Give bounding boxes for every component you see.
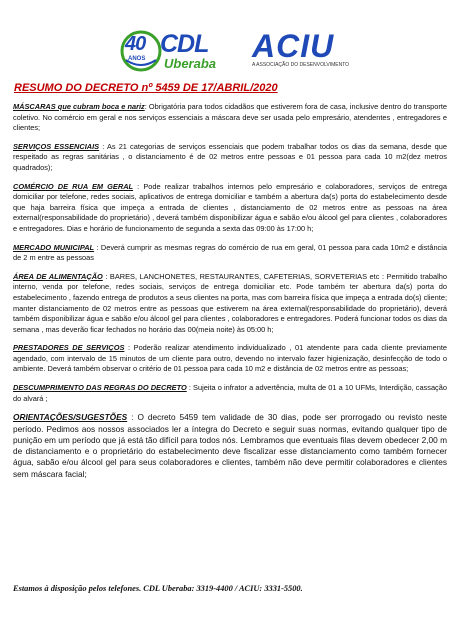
section-heading: MERCADO MUNICIPAL <box>13 242 95 252</box>
section-heading: DESCUMPRIMENTO DAS REGRAS DO DECRETO <box>13 383 187 393</box>
cdl-city: Uberaba <box>164 56 217 71</box>
section-area-de-alimentacao: ÁREA DE ALIMENTAÇÃO : BARES, LANCHONETES, RESTAURANTES, CAFETERIAS, SORVETERIAS etc : Permitido trabalho interno, venda por telefone, redes sociais, serviços de entrega domiciliar etc. Pode também ter abertura da(s) porta do estabelecimento , fazendo entrega de produtos a seus clientes na porta, mas com barreira física que impeça a entrada do(s) cliente; manter distanciamento de 02 metros entre as pessoas que estiverem na área external(responsabilidade do proprietário), deverá também disponibilizar água e sabão e/ou álcool gel para clientes , colaboradores e entregadores. Poderá funcionar todos os dias da semana , mas deverão ficar fechados no horário das 00(meia noite) às 05:00 h; <box>13 271 447 334</box>
footer-contacts: Estamos à disposição pelos telefones. CDL Uberaba: 3319-4400 / ACIU: 3331-5500. <box>13 584 303 593</box>
section-heading: ÁREA DE ALIMENTAÇÃO <box>13 271 103 281</box>
section-servicos-essenciais: SERVIÇOS ESSENCIAIS : As 21 categorias de serviços essenciais que podem trabalhar todos os dias da semana, desde que respeitado as regras sanitárias , o distanciamento é de 02 metros entre pessoas e 01 pessoa para cada 10 m2(dez metros quadrados); <box>13 141 447 172</box>
section-text: Sujeita o infrator a advertência, multa de 01 a 10 UFMs, Interdição, cassação do alvará ; <box>13 383 447 403</box>
section-text: Deverá cumprir as mesmas regras do comércio de rua em geral, 01 pessoa para cada 10m2 e distância de 2 m entre as pessoas <box>13 242 448 263</box>
section-orientacoes: ORIENTAÇÕES/SUGESTÕES : O decreto 5459 tem validade de 30 dias, pode ser prorrogado ou revisto neste período. Pedimos aos nossos associados ler a íntegra do Decreto e seguir suas normas, evitando qualquer tipo de punição em um período que já está tão difícil para todos nós. Lembramos que eventuais filas devem obedecer 2,00 m de distanciamento e o proprietário do estabelecimento deve fiscalizar esse distanciamento como também fornecer água, sabão e/ou álcool gel para seus colaboradores e clientes, também não deve permitir colaboradores e clientes sem máscara facial; <box>13 412 447 479</box>
section-heading: ORIENTAÇÕES/SUGESTÕES <box>13 412 128 423</box>
cdl-name: CDL <box>160 30 209 58</box>
section-heading: COMÉRCIO DE RUA EM GERAL <box>13 181 134 191</box>
section-text: Pode realizar trabalhos internos pelo empresário e colaboradores, serviços de entrega domiciliar por telefone, redes sociais, aplicativos de entrega domiciliar e também a abertura da(s) porta do estabelecimento desde que haja barreira física que impeça a entrada de clientes , distanciamento de 02 metros entre as pessoas na área external(responsabilidade do proprietário) , deverá também disponibilizar água e sabão e/ou álcool gel para clientes , colaboradores e entregadores. Dias e horário de funcionamento de segunda a sexta das 09:00 às 17:00 h; <box>13 181 447 233</box>
section-heading: MÁSCARAS que cubram boca e nariz <box>13 102 145 111</box>
section-mercado-municipal: MERCADO MUNICIPAL : Deverá cumprir as mesmas regras do comércio de rua em geral, 01 pessoa para cada 10m2 e distância de 2 m entre as pessoas <box>13 242 448 263</box>
aciu-tagline: A ASSOCIAÇÃO DO DESENVOLVIMENTO <box>252 62 350 68</box>
section-text: As 21 categorias de serviços essenciais que podem trabalhar todos os dias da semana, desde que respeitado as regras sanitárias , o distanciamento é de 02 metros entre pessoas e 01 pessoa para cada 10 m2(dez metros quadrados); <box>13 141 447 172</box>
cdl-badge-sub: ANOS <box>128 56 146 62</box>
cdl-logo <box>120 28 238 76</box>
aciu-logo <box>252 28 352 76</box>
section-text: Obrigatória para todos cidadãos que estiverem fora de casa, inclusive dentro do transporte coletivo. No comércio em geral e nos serviços essenciais a máscara deve ser usada pelo empresário, atendentes , entregadores e clientes; <box>13 102 447 133</box>
section-descumprimento: DESCUMPRIMENTO DAS REGRAS DO DECRETO : Sujeita o infrator a advertência, multa de 01 a 10 UFMs, Interdição, cassação do alvará ; <box>13 383 447 403</box>
aciu-name: ACIU <box>252 28 335 64</box>
section-mascaras: MÁSCARAS que cubram boca e nariz: Obrigatória para todos cidadãos que estiverem fora de casa, inclusive dentro do transporte coletivo. No comércio em geral e nos serviços essenciais a máscara deve ser usada pelo empresário, atendentes , entregadores e clientes; <box>13 102 447 133</box>
cdl-badge-number: 40 <box>125 33 146 55</box>
section-prestadores-de-servicos: PRESTADORES DE SERVIÇOS : Poderão realizar atendimento individualizado , 01 atendente para cada cliente previamente agendado, com intervalo de 15 minutos de um cliente para outro, devendo no intervalo fazer higienização, desinfecção de todo o ambiente. Deverá também observar o critério de 01 pessoa para cada 10 m2 e distância de 02 metros entre as pessoas; <box>13 343 447 374</box>
header-logos <box>0 28 460 80</box>
section-text: BARES, LANCHONETES, RESTAURANTES, CAFETERIAS, SORVETERIAS etc : Permitido trabalho interno, venda por telefone, redes sociais, serviços de entrega domiciliar etc. Pode também ter abertura da(s) porta do estabelecimento , fazendo entrega de produtos a seus clientes na porta, mas com barreira física que impeça a entrada do(s) cliente; manter distanciamento de 02 metros entre as pessoas que estiverem na área external(responsabilidade do proprietário), deverá também disponibilizar água e sabão e/ou álcool gel para clientes , colaboradores e entregadores. Poderá funcionar todos os dias da semana , mas deverão ficar fechados no horário das 00(meia noite) às 05:00 h; <box>13 271 447 334</box>
section-comercio-de-rua: COMÉRCIO DE RUA EM GERAL : Pode realizar trabalhos internos pelo empresário e colaboradores, serviços de entrega domiciliar por telefone, redes sociais, aplicativos de entrega domiciliar e também a abertura da(s) porta do estabelecimento desde que haja barreira física que impeça a entrada de clientes , distanciamento de 02 metros entre as pessoas na área external(responsabilidade do proprietário) , deverá também disponibilizar água e sabão e/ou álcool gel para clientes , colaboradores e entregadores. Dias e horário de funcionamento de segunda a sexta das 09:00 às 17:00 h; <box>13 181 447 233</box>
decree-summary <box>13 80 447 488</box>
section-heading: SERVIÇOS ESSENCIAIS <box>13 141 100 151</box>
document-title: RESUMO DO DECRETO nº 5459 DE 17/ABRIL/2020 <box>14 82 278 94</box>
section-text: O decreto 5459 tem validade de 30 dias, pode ser prorrogado ou revisto neste período. Pedimos aos nossos associados ler a íntegra do Decreto e seguir suas normas, evitando qualquer tipo de punição em um período que já está tão difícil para todos nós. Lembramos que eventuais filas devem obedecer 2,00 m de distanciamento e o proprietário do estabelecimento deve fiscalizar esse distanciamento como também fornecer água, sabão e/ou álcool gel para seus colaboradores e clientes, também não deve permitir colaboradores e clientes sem máscara facial; <box>13 412 447 479</box>
section-text: Poderão realizar atendimento individualizado , 01 atendente para cada cliente previamente agendado, com intervalo de 15 minutos de um cliente para outro, devendo no intervalo fazer higienização, desinfecção de todo o ambiente. Deverá também observar o critério de 01 pessoa para cada 10 m2 e distância de 02 metros entre as pessoas; <box>13 343 447 374</box>
section-heading: PRESTADORES DE SERVIÇOS <box>13 343 125 353</box>
